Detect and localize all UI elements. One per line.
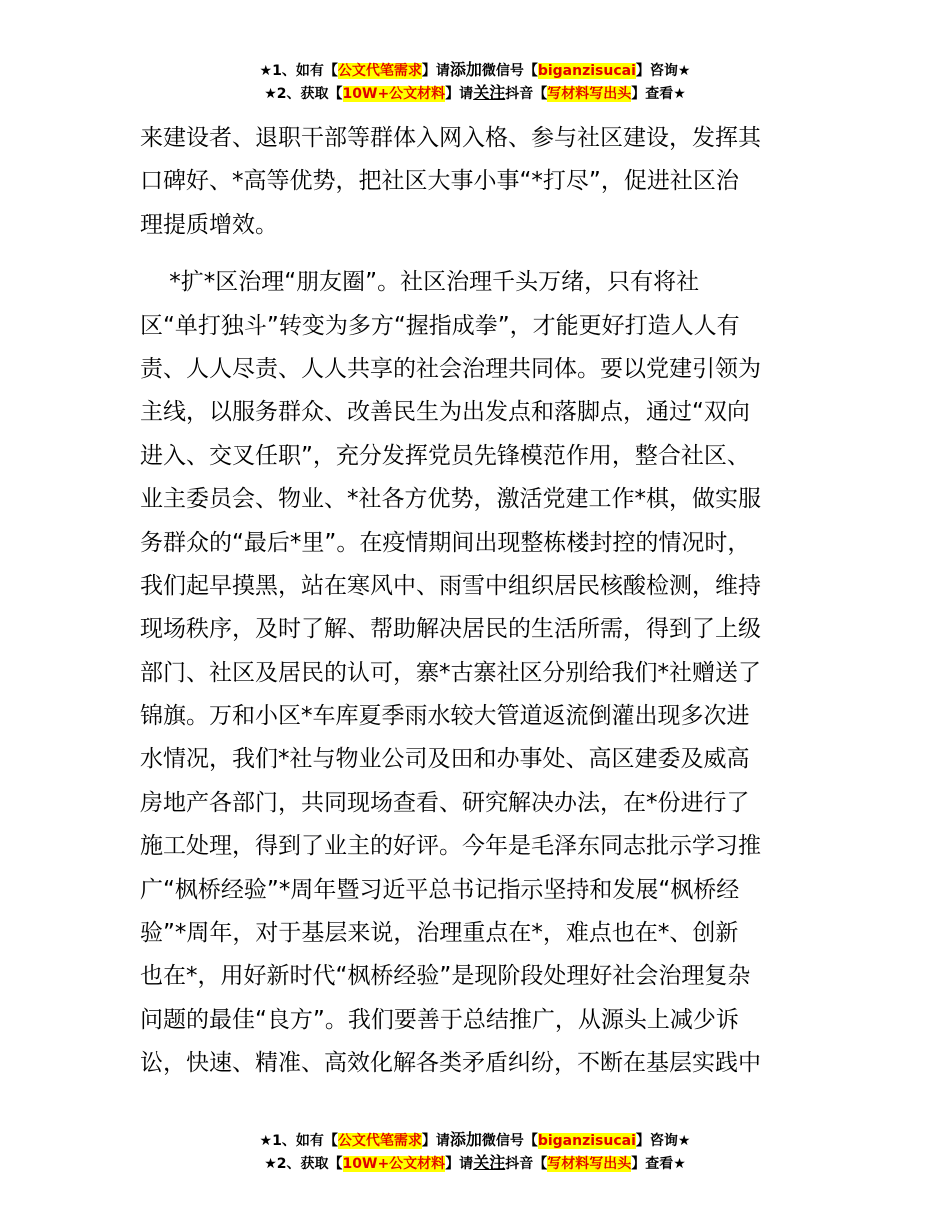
document-body [140,117,812,1086]
banner2-text-a: 】请 [445,86,474,102]
banner1-text-a: 请 [435,63,450,79]
text-line: 主线，以服务群众、改善民生为出发点和落脚点，通过“双向 [140,399,750,426]
banner2-emphasis: 关注 [473,1153,506,1172]
banner2-douyin-id: 写材料写出头 [547,86,632,102]
text-line: 房地产各部门，共同现场查看、研究解决办法，在*份进行了 [140,789,750,816]
text-line: 问题的最佳“良方”。我们要善于总结推广，从源头上减少诉 [140,1006,739,1033]
banner-line-1 [0,1129,950,1152]
banner-line-1 [0,59,950,82]
text-line: 也在*，用好新时代“枫桥经验”是现阶段处理好社会治理复杂 [140,963,751,990]
banner2-prefix: ★2、获取【 [264,86,343,102]
banner2-text-b: 抖音【 [505,86,548,102]
text-line: 区“单打独斗”转变为多方“握指成拳”，才能更好打造人人有 [140,312,740,339]
banner2-emphasis: 关注 [473,83,506,102]
text-line: 理提质增效。 [140,211,278,238]
text-line: 口碑好、*高等优势，把社区大事小事“*打尽”，促进社区治 [140,168,739,195]
banner1-bracket-open: 【 [323,1133,338,1149]
banner1-bracket-open: 【 [323,63,338,79]
text-line: 水情况，我们*社与物业公司及田和办事处、高区建委及威高 [140,746,750,773]
banner1-suffix: 】咨询★ [635,63,691,79]
banner1-suffix: 】咨询★ [635,1133,691,1149]
banner1-bracket-close: 】 [421,1133,436,1149]
text-line: 现场秩序，及时了解、帮助解决居民的生活所需，得到了上级 [140,616,761,643]
text-line: 锦旗。万和小区*车库夏季雨水较大管道返流倒灌出现多次进 [140,703,750,730]
text-line: 进入、交叉任职”，充分发挥党员先锋模范作用，整合社区、 [140,442,750,469]
text-line: 施工处理，得到了业主的好评。今年是毛泽东同志批示学习推 [140,833,761,860]
banner1-highlight-service: 公文代笔需求 [337,1133,422,1149]
paragraph-1 [140,117,812,247]
banner2-prefix: ★2、获取【 [264,1156,343,1172]
banner1-highlight-service: 公文代笔需求 [337,63,422,79]
text-line: 业主委员会、物业、*社各方优势，激活党建工作*棋，做实服 [140,486,761,513]
banner1-bracket-close: 】 [421,63,436,79]
text-line: 讼，快速、精准、高效化解各类矛盾纠纷，不断在基层实践中 [140,1050,761,1077]
banner1-emphasis: 添加 [449,60,482,79]
paragraph-2 [140,261,812,1085]
text-line: *扩*区治理“朋友圈”。社区治理千头万绪，只有将社 [140,269,700,296]
banner1-text-b: 微信号【 [481,1133,538,1149]
footer-banner [0,1129,950,1175]
banner2-suffix: 】查看★ [631,1156,686,1172]
banner1-wechat-id: biganzisucai [537,1133,636,1149]
text-line: 来建设者、退职干部等群体入网入格、参与社区建设，发挥其 [140,125,761,151]
banner1-text-b: 微信号【 [481,63,538,79]
banner1-emphasis: 添加 [449,1130,482,1149]
banner2-highlight-materials: 10W+公文材料 [342,86,446,102]
text-line: 验”*周年，对于基层来说，治理重点在*，难点也在*、创新 [140,920,739,947]
text-line: 我们起早摸黑，站在寒风中、雨雪中组织居民核酸检测，维持 [140,572,761,599]
banner1-prefix: ★1、如有 [259,63,324,79]
header-banner [0,59,950,105]
banner2-text-a: 】请 [445,1156,474,1172]
banner1-prefix: ★1、如有 [259,1133,324,1149]
text-line: 务群众的“最后*里”。在疫情期间出现整栋楼封控的情况时， [140,529,751,556]
banner-line-2 [0,1152,950,1175]
banner1-wechat-id: biganzisucai [537,63,636,79]
text-line: 部门、社区及居民的认可，寨*古寨社区分别给我们*社赠送了 [140,659,761,686]
text-line: 责、人人尽责、人人共享的社会治理共同体。要以党建引领为 [140,355,761,382]
banner2-highlight-materials: 10W+公文材料 [342,1156,446,1172]
text-line: 广“枫桥经验”*周年暨习近平总书记指示坚持和发展“枫桥经 [140,876,740,903]
banner2-text-b: 抖音【 [505,1156,548,1172]
banner2-douyin-id: 写材料写出头 [547,1156,632,1172]
paragraph-gap [140,247,812,261]
banner2-suffix: 】查看★ [631,86,686,102]
banner-line-2 [0,82,950,105]
banner1-text-a: 请 [435,1133,450,1149]
